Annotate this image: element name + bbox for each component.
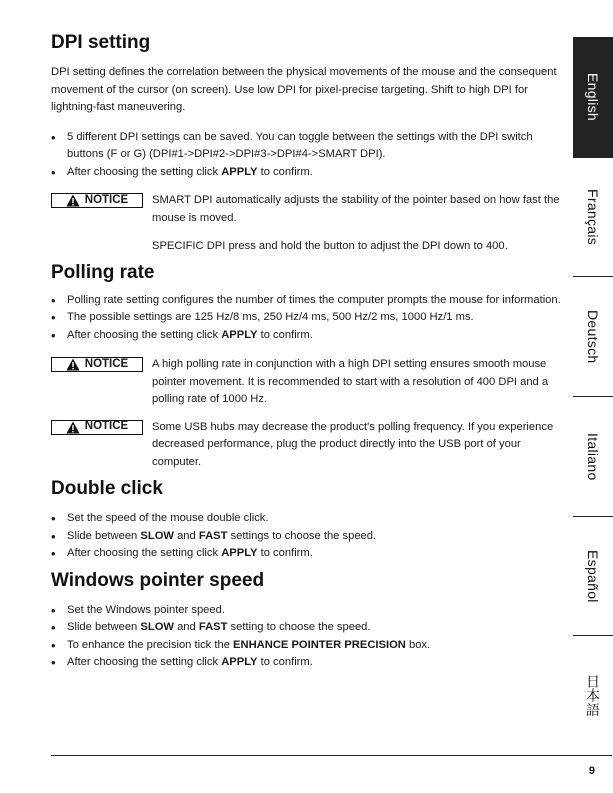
tab-francais[interactable]: Français bbox=[585, 188, 601, 246]
list-item: • Slide between SLOW and FAST settings to choose the speed. bbox=[51, 528, 561, 546]
list-item: • After choosing the setting click APPLY to confirm. bbox=[51, 164, 561, 182]
tab-japanese[interactable]: 日本語 bbox=[585, 673, 601, 717]
notice-text: SPECIFIC DPI press and hold the button to adjust the DPI down to 400. bbox=[152, 240, 508, 252]
list-item: • Slide between SLOW and FAST setting to choose the speed. bbox=[51, 619, 561, 637]
list-item: • To enhance the precision tick the ENHANCE POINTER PRECISION box. bbox=[51, 637, 561, 655]
warning-icon bbox=[66, 421, 80, 434]
double-click-list bbox=[51, 510, 561, 563]
dpi-notice bbox=[51, 192, 561, 256]
tab-english[interactable]: English bbox=[573, 37, 613, 158]
pointer-speed-list bbox=[51, 602, 561, 672]
polling-list bbox=[51, 292, 561, 345]
double-click-heading: Double click bbox=[51, 478, 163, 499]
notice-text: Some USB hubs may decrease the product's polling frequency. If you experience decreased performance, plug the product directly into the USB port of your computer. bbox=[152, 420, 554, 468]
notice-badge: NOTICE bbox=[51, 420, 143, 435]
dpi-intro: DPI setting defines the correlation between the physical movements of the mouse and the consequent movement of the cursor (on screen). Use low DPI for pixel-precise targeting. Shift to high DPI for lightning-fast maneuvering. bbox=[51, 66, 557, 113]
polling-notice-1 bbox=[51, 356, 561, 409]
polling-heading: Polling rate bbox=[51, 261, 155, 283]
notice-badge: NOTICE bbox=[51, 193, 143, 208]
list-item: • After choosing the setting click APPLY to confirm. bbox=[51, 327, 561, 345]
list-item: • After choosing the setting click APPLY to confirm. bbox=[51, 654, 561, 672]
notice-badge: NOTICE bbox=[51, 357, 143, 372]
page-number: 9 bbox=[588, 765, 595, 777]
warning-icon bbox=[66, 358, 80, 371]
polling-notice-2 bbox=[51, 419, 561, 472]
pointer-speed-heading: Windows pointer speed bbox=[51, 569, 265, 591]
list-item: • 5 different DPI settings can be saved. You can toggle between the settings with the DPI switch buttons (F or G) (DPI#1->DPI#2->DPI#3->DPI#4->SMART DPI). bbox=[51, 129, 561, 164]
footer-rule bbox=[51, 755, 612, 756]
list-item: • Set the Windows pointer speed. bbox=[51, 602, 561, 620]
list-item: • Set the speed of the mouse double click. bbox=[51, 510, 561, 528]
list-item: • The possible settings are 125 Hz/8 ms, 250 Hz/4 ms, 500 Hz/2 ms, 1000 Hz/1 ms. bbox=[51, 309, 561, 327]
tab-italiano[interactable]: Italiano bbox=[585, 432, 601, 481]
notice-text: SMART DPI automatically adjusts the stability of the pointer based on how fast the mouse is moved. bbox=[152, 194, 560, 224]
list-item: • Polling rate setting configures the number of times the computer prompts the mouse for information. bbox=[51, 292, 561, 310]
tab-deutsch[interactable]: Deutsch bbox=[585, 309, 601, 364]
dpi-list bbox=[51, 129, 561, 182]
notice-text: A high polling rate in conjunction with a high DPI setting ensures smooth mouse pointer movement. It is recommended to start with a resolution of 400 DPI and a polling rate of 1000 Hz. bbox=[152, 358, 549, 405]
dpi-heading: DPI setting bbox=[51, 32, 151, 53]
warning-icon bbox=[66, 194, 80, 207]
tab-espanol[interactable]: Español bbox=[585, 549, 601, 603]
manual-page-content bbox=[51, 32, 561, 672]
list-item: • After choosing the setting click APPLY to confirm. bbox=[51, 545, 561, 563]
